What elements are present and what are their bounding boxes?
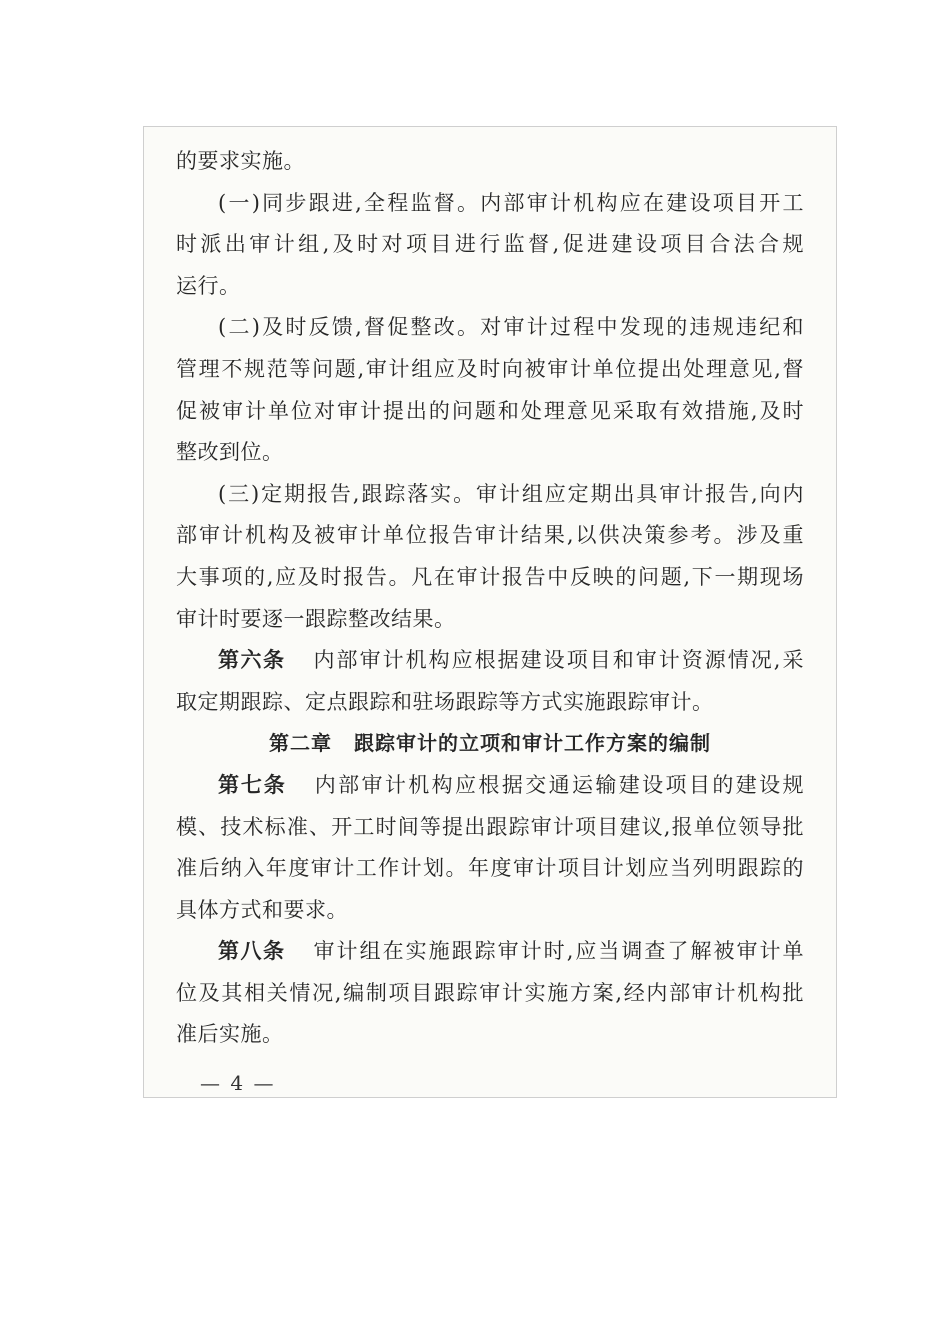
article-7-text: 内部审计机构应根据交通运输建设项目的建设规 bbox=[314, 772, 804, 797]
item-3 bbox=[176, 474, 804, 640]
article-7-label: 第七条 bbox=[218, 772, 287, 797]
page-number: — 4 — bbox=[200, 1071, 276, 1095]
chapter-number: 第二章 bbox=[269, 731, 332, 756]
article-6 bbox=[176, 640, 804, 723]
article-7-line-2: 模、技术标准、开工时间等提出跟踪审计项目建议,报单位领导批 bbox=[176, 814, 804, 839]
item-3-line-3: 大事项的,应及时报告。凡在审计报告中反映的问题,下一期现场 bbox=[176, 564, 804, 589]
article-8-text: 审计组在实施跟踪审计时,应当调查了解被审计单 bbox=[313, 939, 804, 964]
article-7-line-1 bbox=[176, 765, 804, 807]
item-2-line-1: (二)及时反馈,督促整改。对审计过程中发现的违规违纪和 bbox=[218, 315, 804, 340]
item-3-line-1: (三)定期报告,跟踪落实。审计组应定期出具审计报告,向内 bbox=[218, 481, 804, 506]
article-7-line-4: 具体方式和要求。 bbox=[176, 897, 348, 922]
article-6-text: 内部审计机构应根据建设项目和审计资源情况,采 bbox=[313, 648, 804, 673]
article-6-label: 第六条 bbox=[218, 648, 286, 673]
item-3-line-4: 审计时要逐一跟踪整改结果。 bbox=[176, 606, 456, 631]
article-7 bbox=[176, 765, 804, 931]
chapter-heading bbox=[176, 723, 804, 765]
article-8-line-3: 准后实施。 bbox=[176, 1022, 284, 1047]
article-8-line-1 bbox=[176, 931, 804, 973]
document-page bbox=[143, 126, 837, 1098]
article-8-line-2: 位及其相关情况,编制项目跟踪审计实施方案,经内部审计机构批 bbox=[176, 980, 804, 1005]
article-8-label: 第八条 bbox=[218, 939, 286, 964]
item-2-line-4: 整改到位。 bbox=[176, 440, 284, 465]
item-1 bbox=[176, 183, 804, 308]
article-6-line-1 bbox=[176, 640, 804, 682]
chapter-title: 跟踪审计的立项和审计工作方案的编制 bbox=[354, 731, 711, 756]
body-text bbox=[176, 141, 804, 1056]
item-1-line-3: 运行。 bbox=[176, 273, 241, 298]
item-2-line-2: 管理不规范等问题,审计组应及时向被审计单位提出处理意见,督 bbox=[176, 356, 804, 381]
item-2 bbox=[176, 307, 804, 473]
article-7-line-3: 准后纳入年度审计工作计划。年度审计项目计划应当列明跟踪的 bbox=[176, 856, 804, 881]
article-6-line-2: 取定期跟踪、定点跟踪和驻场跟踪等方式实施跟踪审计。 bbox=[176, 689, 714, 714]
item-1-line-1: (一)同步跟进,全程监督。内部审计机构应在建设项目开工 bbox=[218, 190, 804, 215]
item-3-line-2: 部审计机构及被审计单位报告审计结果,以供决策参考。涉及重 bbox=[176, 523, 804, 548]
item-2-line-3: 促被审计单位对审计提出的问题和处理意见采取有效措施,及时 bbox=[176, 398, 804, 423]
paragraph-continuation: 的要求实施。 bbox=[176, 149, 305, 173]
item-1-line-2: 时派出审计组,及时对项目进行监督,促进建设项目合法合规 bbox=[176, 232, 804, 257]
article-8 bbox=[176, 931, 804, 1056]
